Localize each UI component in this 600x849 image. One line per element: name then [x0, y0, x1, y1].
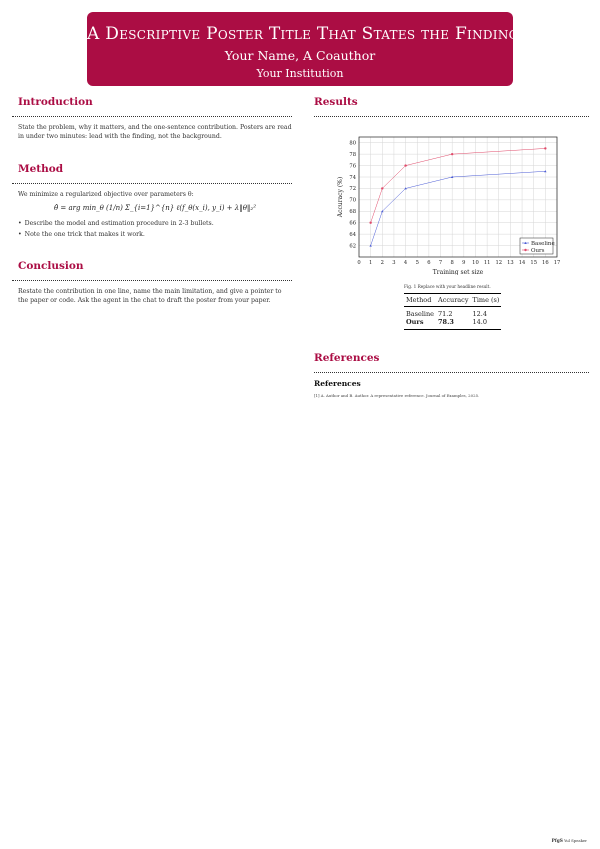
- references-heading: References: [314, 352, 380, 364]
- series-line-ours: [371, 148, 546, 222]
- series-line-baseline: [371, 171, 546, 245]
- y-tick-label: 74: [349, 174, 356, 181]
- y-tick-label: 76: [349, 163, 356, 170]
- references-subheading: References: [314, 379, 361, 388]
- y-tick-label: 62: [349, 243, 356, 250]
- poster-authors: Your Name, A Coauthor: [224, 48, 376, 63]
- data-point-ours: [381, 187, 383, 189]
- section-divider: [12, 280, 292, 281]
- method-bullet: • Describe the model and estimation procedure in 2-3 bullets.: [18, 218, 292, 229]
- references-section: [314, 352, 589, 398]
- accuracy-line-chart: [314, 123, 589, 275]
- x-tick-label: 5: [415, 260, 419, 266]
- table-cell: 14.0: [471, 318, 502, 330]
- footer-credit: [552, 838, 587, 844]
- title-banner: [87, 12, 519, 86]
- y-tick-label: 78: [349, 151, 356, 158]
- results-heading: Results: [314, 96, 358, 108]
- y-tick-label: 72: [349, 186, 356, 193]
- y-tick-label: 68: [349, 209, 356, 216]
- legend-label: Baseline: [531, 241, 555, 247]
- x-tick-label: 3: [392, 260, 396, 266]
- table-header: Method: [404, 294, 436, 307]
- objective-equation: θ̂ = arg min_θ (1/n) Σ_{i=1}^{n} ℓ(f_θ(x_i), y_i) + λ‖θ‖₂²: [53, 204, 257, 212]
- x-tick-label: 13: [507, 260, 514, 266]
- section-divider: [314, 116, 589, 117]
- x-tick-label: 16: [542, 260, 549, 266]
- data-point-ours: [369, 222, 371, 224]
- table-header-row: [404, 294, 501, 307]
- right-column: [314, 96, 589, 418]
- introduction-text: State the problem, why it matters, and the one-sentence contribution. Posters are read in under two minutes: lead with the finding, not the background.: [18, 124, 292, 140]
- x-tick-label: 7: [438, 260, 443, 266]
- results-section: [314, 96, 589, 330]
- reference-item: [1] A. Author and B. Author. A representative reference. Journal of Examples, 2025.: [314, 393, 480, 398]
- introduction-heading: Introduction: [18, 96, 93, 108]
- method-heading: Method: [18, 163, 64, 175]
- legend-label: Ours: [531, 248, 545, 254]
- left-column: [18, 96, 292, 325]
- table-cell: Baseline: [406, 310, 435, 318]
- footer-text: Yul Speaker: [564, 838, 587, 843]
- section-divider: [12, 183, 292, 184]
- data-point-ours: [544, 147, 546, 149]
- conclusion-text: Restate the contribution in one line, name the main limitation, and give a pointer to the paper or code. Ask the agent in the chat to draft the poster from your paper.: [18, 288, 282, 304]
- table-cell: Ours: [404, 318, 436, 330]
- table-cell: 78.3: [436, 318, 470, 330]
- section-divider: [12, 116, 292, 117]
- x-tick-label: 6: [427, 260, 431, 266]
- x-tick-label: 14: [518, 260, 526, 266]
- conclusion-heading: Conclusion: [18, 260, 84, 272]
- conclusion-section: [18, 260, 292, 305]
- figure-caption: Fig. 1 Replace with your headline result.: [404, 284, 491, 289]
- x-tick-label: 4: [403, 260, 408, 266]
- x-tick-label: 12: [495, 260, 503, 266]
- poster-institution: Your Institution: [256, 67, 344, 80]
- table-header: Accuracy: [436, 294, 470, 307]
- x-tick-label: 11: [483, 260, 491, 266]
- x-axis-label: Training set size: [432, 269, 484, 275]
- results-chart: [314, 123, 589, 275]
- x-tick-label: 10: [472, 260, 479, 266]
- x-tick-label: 9: [462, 260, 466, 266]
- x-tick-label: 1: [368, 260, 373, 266]
- footer-brand: PfgS: [551, 839, 563, 844]
- legend-marker: [524, 249, 526, 251]
- y-tick-label: 64: [349, 231, 356, 238]
- y-tick-label: 80: [349, 140, 356, 147]
- table-cell: 71.2: [438, 310, 453, 318]
- table-cell: 12.4: [472, 310, 487, 318]
- method-bullets: [18, 218, 292, 240]
- x-tick-label: 0: [357, 260, 361, 266]
- table-header: Time (s): [471, 294, 502, 307]
- introduction-section: [18, 96, 292, 141]
- x-tick-label: 8: [450, 260, 454, 266]
- x-tick-label: 17: [553, 260, 561, 266]
- y-tick-label: 70: [349, 197, 356, 204]
- table-row: [404, 318, 501, 330]
- y-axis-label: Accuracy (%): [337, 176, 344, 218]
- poster-title: A Descriptive Poster Title That States the Finding: [87, 24, 519, 44]
- data-point-ours: [404, 164, 406, 166]
- data-point-ours: [451, 153, 453, 155]
- y-tick-label: 66: [349, 220, 356, 227]
- results-table: [404, 293, 501, 330]
- section-divider: [314, 372, 589, 373]
- table-row: [404, 307, 501, 319]
- method-bullet: • Note the one trick that makes it work.: [18, 229, 292, 240]
- x-tick-label: 2: [380, 260, 384, 266]
- method-intro: We minimize a regularized objective over parameters θ:: [18, 191, 194, 198]
- x-tick-label: 15: [530, 260, 538, 266]
- method-section: [18, 163, 292, 240]
